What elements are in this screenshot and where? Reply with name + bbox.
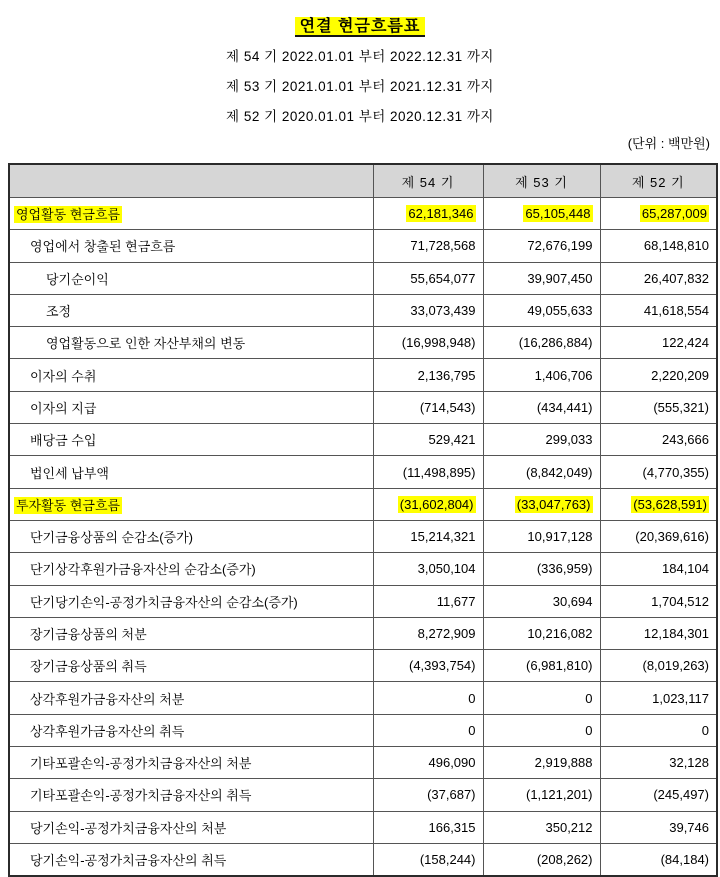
- row-value-cell: [483, 424, 600, 456]
- row-value-cell: [600, 682, 717, 714]
- row-value: (37,687): [427, 787, 476, 803]
- row-value-cell: [373, 747, 483, 779]
- row-value-cell: [373, 553, 483, 585]
- row-value-cell: [600, 488, 717, 520]
- column-header-empty: [9, 164, 373, 198]
- row-value: (11,498,895): [402, 464, 476, 480]
- row-label-text: 영업활동으로 인한 자산부채의 변동: [46, 336, 246, 352]
- row-value-cell: [483, 327, 600, 359]
- row-value-cell: [373, 391, 483, 423]
- row-value: (8,019,263): [642, 658, 709, 674]
- row-value: 33,073,439: [410, 303, 476, 319]
- row-value-cell: [373, 843, 483, 876]
- row-value: (158,244): [419, 852, 476, 868]
- row-value: 65,287,009: [641, 206, 707, 222]
- row-value-cell: [483, 843, 600, 876]
- row-value: 55,654,077: [410, 270, 476, 286]
- row-label-text: 기타포괄손익-공정가치금융자산의 처분: [30, 756, 252, 772]
- row-label: [9, 262, 373, 294]
- row-value: 49,055,633: [527, 303, 593, 319]
- row-label-text: 상각후원가금융자산의 취득: [30, 723, 185, 739]
- row-value-cell: [483, 553, 600, 585]
- row-label-text: 투자활동 현금흐름: [16, 497, 121, 513]
- title-row: [0, 13, 720, 36]
- table-row: [9, 488, 717, 520]
- period-line-53: 제 53 기 2021.01.01 부터 2021.12.31 까지: [226, 79, 494, 94]
- row-value: 65,105,448: [525, 206, 591, 222]
- row-label: [9, 843, 373, 876]
- row-label: [9, 553, 373, 585]
- table-row: [9, 456, 717, 488]
- table-row: [9, 650, 717, 682]
- row-value-cell: [600, 585, 717, 617]
- row-value: (245,497): [653, 787, 709, 803]
- table-row: [9, 424, 717, 456]
- row-value: 71,728,568: [410, 238, 476, 254]
- row-value: 243,666: [662, 432, 709, 448]
- row-value: (16,998,948): [401, 335, 476, 351]
- row-value-cell: [483, 779, 600, 811]
- row-label: [9, 424, 373, 456]
- row-label: [9, 198, 373, 230]
- row-label-text: 이자의 수취: [30, 368, 97, 384]
- row-value-cell: [600, 520, 717, 552]
- row-value: 166,315: [428, 819, 476, 835]
- row-value: 0: [585, 722, 593, 738]
- table-row: [9, 779, 717, 811]
- row-value-cell: [483, 682, 600, 714]
- cashflow-table-header: [9, 164, 717, 198]
- row-value-cell: [373, 424, 483, 456]
- row-label: [9, 391, 373, 423]
- row-value: (434,441): [536, 399, 593, 415]
- row-value: 15,214,321: [410, 529, 476, 545]
- row-value-cell: [483, 714, 600, 746]
- table-row: [9, 714, 717, 746]
- row-value-cell: [483, 650, 600, 682]
- row-label-text: 배당금 수입: [30, 433, 97, 449]
- row-value-cell: [373, 456, 483, 488]
- row-label-text: 당기순이익: [46, 271, 109, 287]
- row-label-text: 이자의 지급: [30, 400, 97, 416]
- row-value: 39,746: [669, 819, 709, 835]
- row-value-cell: [373, 198, 483, 230]
- row-value-cell: [373, 488, 483, 520]
- row-label: [9, 294, 373, 326]
- row-value-cell: [600, 714, 717, 746]
- row-label: [9, 714, 373, 746]
- column-header-period-53: 제 53 기: [483, 164, 600, 198]
- row-value: 0: [468, 690, 476, 706]
- row-value: 2,136,795: [417, 367, 476, 383]
- row-value: 10,917,128: [527, 529, 593, 545]
- table-row: [9, 520, 717, 552]
- table-row: [9, 585, 717, 617]
- table-row: [9, 747, 717, 779]
- row-label-text: 단기금융상품의 순감소(증가): [30, 530, 193, 546]
- report-title: 연결 현금흐름표: [295, 17, 426, 37]
- row-value-cell: [600, 327, 717, 359]
- table-row: [9, 359, 717, 391]
- row-value-cell: [483, 262, 600, 294]
- row-value-cell: [483, 391, 600, 423]
- unit-label: (단위 : 백만원): [627, 136, 710, 151]
- row-value: 12,184,301: [643, 626, 709, 641]
- row-value-cell: [483, 488, 600, 520]
- row-label: [9, 811, 373, 843]
- row-value-cell: [600, 843, 717, 876]
- row-value-cell: [600, 198, 717, 230]
- row-label-text: 당기손익-공정가치금융자산의 취득: [30, 853, 227, 869]
- row-value: 30,694: [552, 593, 593, 609]
- table-row: [9, 262, 717, 294]
- table-row: [9, 294, 717, 326]
- row-value: 0: [468, 722, 476, 738]
- row-label: [9, 520, 373, 552]
- row-value: (4,770,355): [642, 464, 709, 480]
- row-value-cell: [483, 456, 600, 488]
- row-label: [9, 327, 373, 359]
- row-value-cell: [483, 617, 600, 649]
- row-value: 8,272,909: [417, 626, 476, 641]
- row-value-cell: [483, 585, 600, 617]
- row-value: 11,677: [436, 593, 476, 609]
- row-label: [9, 650, 373, 682]
- row-value-cell: [483, 811, 600, 843]
- cashflow-table-body: [9, 198, 717, 877]
- row-value: 0: [701, 722, 709, 738]
- row-value: 350,212: [545, 819, 593, 835]
- row-value: 496,090: [428, 755, 476, 771]
- row-value-cell: [600, 359, 717, 391]
- row-value-cell: [483, 520, 600, 552]
- row-value-cell: [600, 456, 717, 488]
- table-row: [9, 327, 717, 359]
- row-value-cell: [483, 230, 600, 262]
- row-value: (33,047,763): [516, 496, 591, 512]
- row-value-cell: [600, 424, 717, 456]
- row-value-cell: [483, 198, 600, 230]
- row-value-cell: [600, 747, 717, 779]
- row-label-text: 법인세 납부액: [30, 465, 109, 481]
- row-value-cell: [373, 779, 483, 811]
- row-value: 68,148,810: [643, 238, 709, 254]
- row-label: [9, 585, 373, 617]
- row-value: 529,421: [428, 432, 476, 448]
- row-value-cell: [483, 294, 600, 326]
- row-value: (16,286,884): [518, 335, 593, 351]
- period-lines: [0, 42, 720, 132]
- table-row: [9, 198, 717, 230]
- row-label: [9, 779, 373, 811]
- table-row: [9, 553, 717, 585]
- row-value: (1,121,201): [526, 787, 593, 803]
- table-row: [9, 843, 717, 876]
- table-row: [9, 617, 717, 649]
- row-value-cell: [483, 359, 600, 391]
- page: [0, 13, 720, 877]
- row-value: 1,704,512: [651, 593, 709, 609]
- row-value-cell: [373, 294, 483, 326]
- table-row: [9, 811, 717, 843]
- row-value-cell: [373, 617, 483, 649]
- row-label-text: 기타포괄손익-공정가치금융자산의 취득: [30, 788, 252, 804]
- row-value-cell: [483, 747, 600, 779]
- row-label: [9, 359, 373, 391]
- row-value: 41,618,554: [643, 303, 709, 319]
- row-value-cell: [600, 391, 717, 423]
- row-label-text: 단기상각후원가금융자산의 순감소(증가): [30, 562, 256, 578]
- row-label: [9, 488, 373, 520]
- row-value-cell: [373, 230, 483, 262]
- table-row: [9, 230, 717, 262]
- row-value: 0: [585, 690, 593, 706]
- row-value-cell: [600, 779, 717, 811]
- row-value: 72,676,199: [527, 238, 593, 254]
- row-value: 10,216,082: [527, 626, 593, 641]
- row-value: (31,602,804): [399, 496, 474, 512]
- period-line-54: 제 54 기 2022.01.01 부터 2022.12.31 까지: [226, 49, 494, 64]
- row-value: (4,393,754): [409, 658, 476, 674]
- row-value-cell: [373, 682, 483, 714]
- row-value: 3,050,104: [417, 561, 476, 577]
- row-value: 1,023,117: [652, 690, 709, 706]
- row-label-text: 영업활동 현금흐름: [16, 207, 121, 223]
- row-value: (714,543): [419, 399, 476, 415]
- row-label-text: 단기당기손익-공정가치금융자산의 순감소(증가): [30, 594, 298, 610]
- row-value-cell: [600, 617, 717, 649]
- column-header-period-52: 제 52 기: [600, 164, 717, 198]
- row-value: 2,220,209: [651, 367, 709, 383]
- row-value: (8,842,049): [526, 464, 593, 480]
- row-value-cell: [600, 650, 717, 682]
- row-value: (53,628,591): [633, 496, 707, 512]
- row-value: (84,184): [660, 852, 709, 868]
- row-value: 26,407,832: [643, 270, 709, 286]
- column-header-period-54: 제 54 기: [373, 164, 483, 198]
- row-value-cell: [600, 553, 717, 585]
- row-value: 122,424: [662, 335, 709, 351]
- table-row: [9, 682, 717, 714]
- row-label-text: 당기손익-공정가치금융자산의 처분: [30, 820, 227, 836]
- row-value: 32,128: [669, 755, 709, 771]
- row-label-text: 영업에서 창출된 현금흐름: [30, 239, 176, 255]
- row-value: 184,104: [662, 561, 709, 577]
- row-label: [9, 617, 373, 649]
- row-value: 62,181,346: [408, 206, 474, 222]
- period-line-52: 제 52 기 2020.01.01 부터 2020.12.31 까지: [226, 109, 494, 124]
- row-value: (6,981,810): [526, 658, 593, 674]
- row-value: 39,907,450: [527, 270, 593, 286]
- row-value-cell: [373, 520, 483, 552]
- row-label-text: 조정: [46, 304, 72, 320]
- row-value: 299,033: [545, 432, 593, 448]
- row-value-cell: [373, 714, 483, 746]
- row-label-text: 장기금융상품의 취득: [30, 659, 147, 675]
- row-value: (336,959): [536, 561, 593, 577]
- row-value: (555,321): [653, 399, 709, 415]
- row-label: [9, 230, 373, 262]
- row-value-cell: [600, 294, 717, 326]
- row-value-cell: [373, 327, 483, 359]
- row-value-cell: [373, 359, 483, 391]
- row-value: 2,919,888: [534, 755, 593, 771]
- row-value-cell: [600, 230, 717, 262]
- row-value-cell: [373, 811, 483, 843]
- row-value-cell: [373, 585, 483, 617]
- row-value-cell: [600, 811, 717, 843]
- row-label-text: 장기금융상품의 처분: [30, 627, 147, 642]
- row-value-cell: [373, 262, 483, 294]
- table-row: [9, 391, 717, 423]
- row-value-cell: [600, 262, 717, 294]
- cashflow-table: [8, 163, 718, 877]
- row-label-text: 상각후원가금융자산의 처분: [30, 691, 185, 707]
- header-row: [9, 164, 717, 198]
- row-value: 1,406,706: [534, 367, 593, 383]
- row-value: (20,369,616): [635, 529, 709, 545]
- row-value-cell: [373, 650, 483, 682]
- row-value: (208,262): [536, 852, 593, 868]
- row-label: [9, 682, 373, 714]
- row-label: [9, 456, 373, 488]
- row-label: [9, 747, 373, 779]
